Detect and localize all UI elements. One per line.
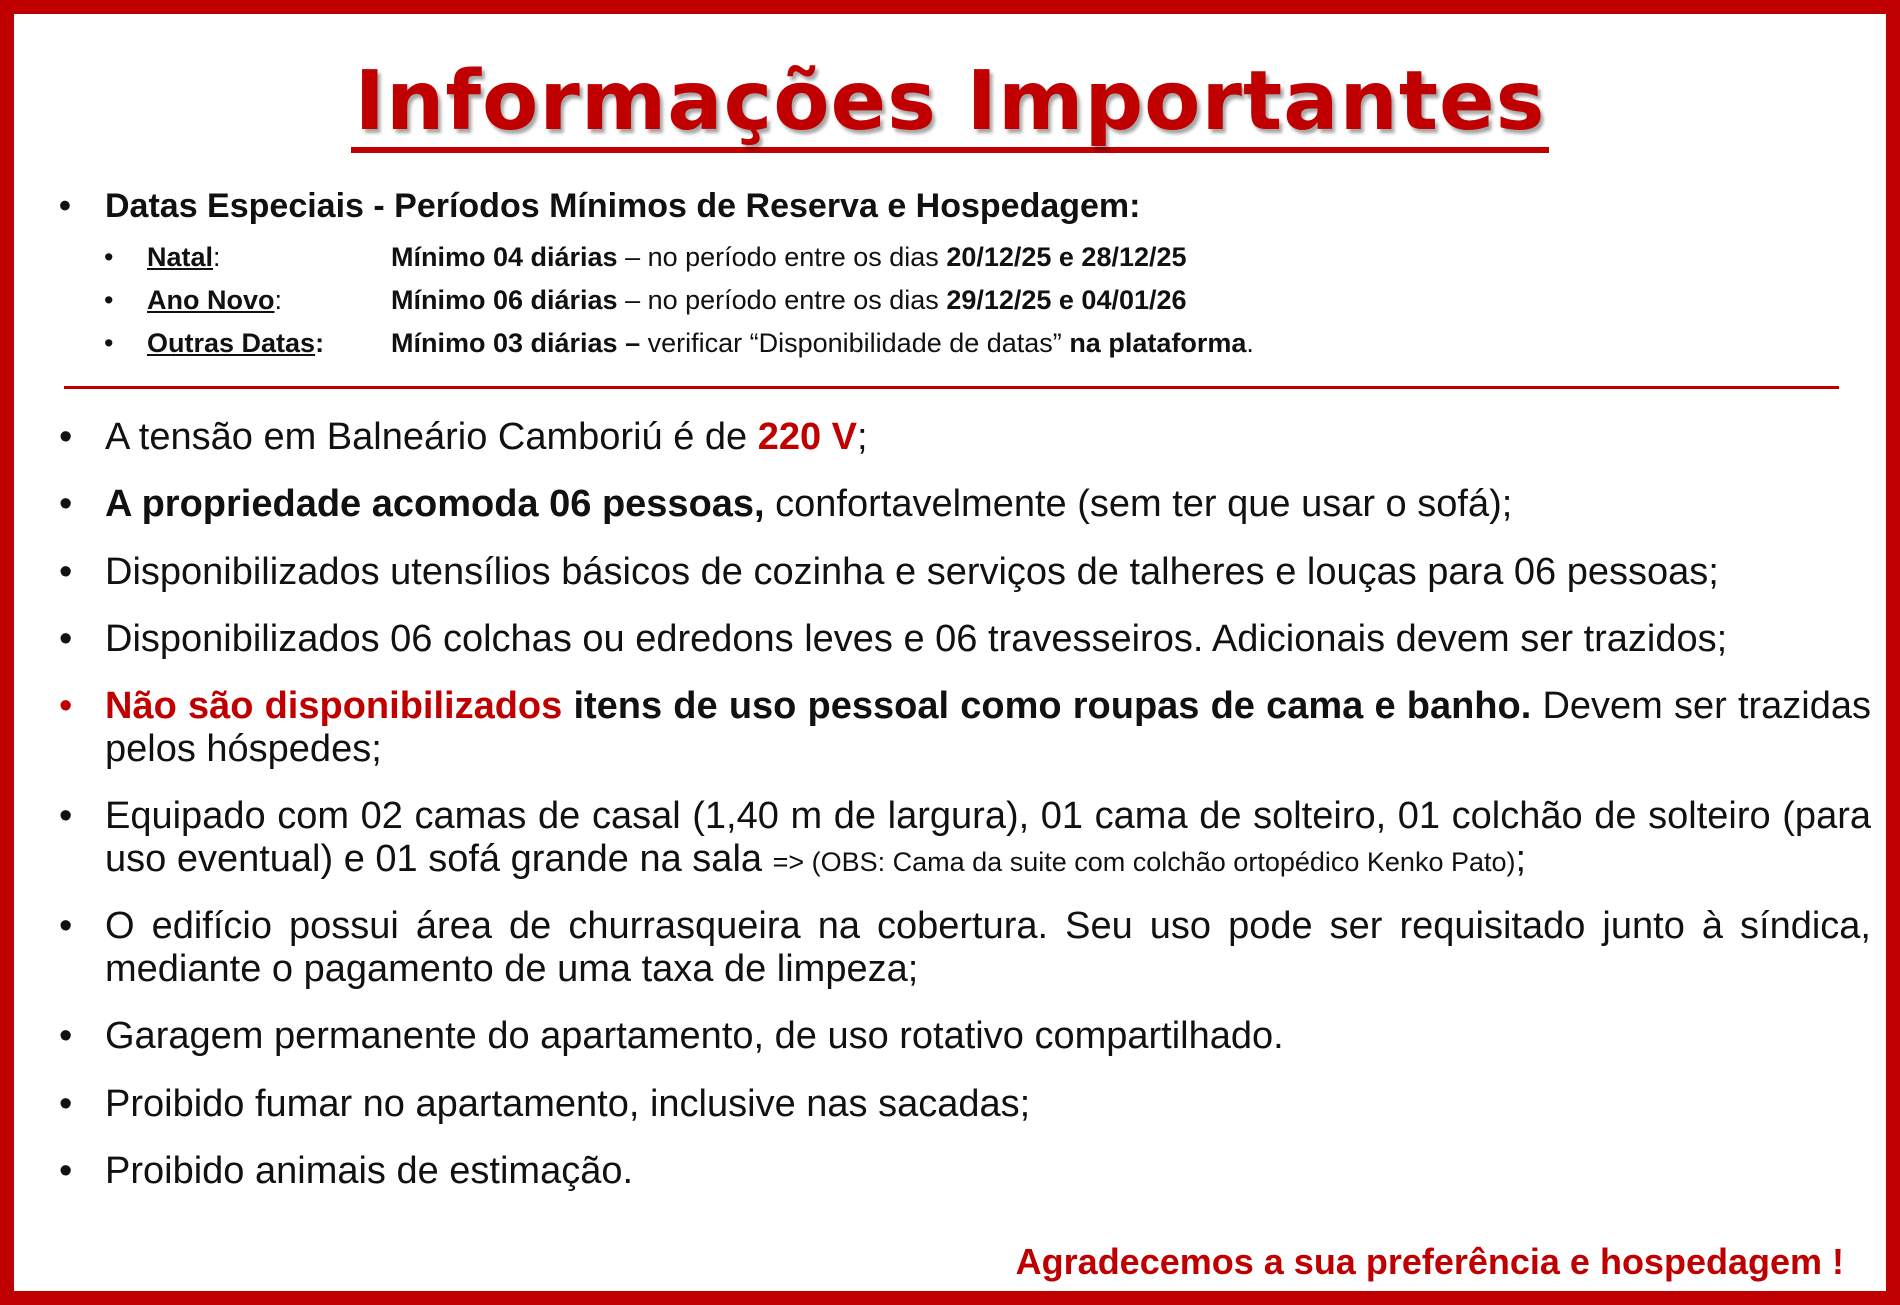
- bullet: •: [59, 685, 73, 727]
- closing-message: Agradecemos a sua preferência e hospedagem !: [1015, 1241, 1844, 1282]
- list-item-utensils: • Disponibilizados utensílios básicos de cozinha e serviços de talheres e louças para 06 pessoas;: [59, 551, 1719, 593]
- platform-note: na plataforma: [1069, 328, 1247, 358]
- special-date-label: Outras Datas: [147, 328, 316, 358]
- bullet: •: [59, 618, 73, 660]
- special-dates-heading: [59, 187, 1141, 226]
- minimum-nights: Mínimo 04 diárias: [391, 242, 618, 272]
- special-date-label: Ano Novo: [147, 285, 275, 315]
- special-dates-heading-text: Datas Especiais - Períodos Mínimos de Reserva e Hospedagem:: [105, 187, 1141, 225]
- date-range: 20/12/25 e 28/12/25: [946, 242, 1187, 272]
- bullet: •: [59, 187, 71, 225]
- list-item-barbecue: • O edifício possui área de churrasqueira na cobertura. Seu uso pode ser requisitado junto à síndica, mediante o pagamento de uma taxa de limpeza;: [59, 905, 1871, 990]
- voltage-value: 220 V: [757, 416, 858, 458]
- bullet: •: [59, 905, 73, 947]
- list-item-capacity: • A propriedade acomoda 06 pessoas, confortavelmente (sem ter que usar o sofá);: [59, 483, 1513, 525]
- list-item-garage: • Garagem permanente do apartamento, de uso rotativo compartilhado.: [59, 1015, 1284, 1057]
- list-item-smoking: • Proibido fumar no apartamento, inclusive nas sacadas;: [59, 1083, 1031, 1125]
- bullet: •: [59, 551, 73, 593]
- list-item-pets: • Proibido animais de estimação.: [59, 1150, 634, 1192]
- bullet: •: [104, 242, 114, 272]
- bullet: •: [104, 285, 114, 315]
- bullet: •: [59, 1150, 73, 1192]
- bullet: •: [104, 328, 114, 358]
- list-item-equipment: • Equipado com 02 camas de casal (1,40 m de largura), 01 cama de solteiro, 01 colchão de solteiro (para uso eventual) e 01 sofá grande na sala => (OBS: Cama da suite com colchão ortopédico Kenko Pato);: [59, 795, 1871, 880]
- bullet: •: [59, 416, 73, 458]
- bullet: •: [59, 1015, 73, 1057]
- bullet: •: [59, 1083, 73, 1125]
- bullet: •: [59, 483, 73, 525]
- minimum-nights: Mínimo 06 diárias: [391, 285, 618, 315]
- page-title: [14, 54, 1886, 153]
- date-range: 29/12/25 e 04/01/26: [946, 285, 1187, 315]
- bullet: •: [59, 795, 73, 837]
- list-item-voltage: • A tensão em Balneário Camboriú é de 220 V;: [59, 416, 868, 458]
- special-date-label: Natal: [147, 242, 214, 272]
- page-title-text: Informações Importantes: [351, 59, 1550, 153]
- section-divider: [64, 386, 1839, 389]
- list-item-bedding: • Disponibilizados 06 colchas ou edredons leves e 06 travesseiros. Adicionais devem ser trazidos;: [59, 618, 1728, 660]
- page-frame: Informações Importantes • Datas Especiais - Períodos Mínimos de Reserva e Hospedagem: • Natal: Mínimo 04 diárias – no período entre os dias 20/12/25 e 28/12/25 • Ano Novo: Mínimo 06 diárias – no período entre os dias 29/12/25 e 04/01/26 • Outras Datas: Mínimo 03 diárias – verificar “Disponibilidade de datas” na plataforma. • A tensão em Balneário Camboriú é de 220 V; • A propriedade acomoda 06 pessoas, confortavelmente (sem ter que usar o sofá); • Disponibilizados utensílios básicos de cozinha e serviços de talheres e louças para 06 pessoas; • Disponibilizados 06 colchas ou edredons leves e 06 travesseiros. Adicionais devem ser trazidos; • Não são disponibilizados itens de uso pessoal como roupas de cama e banho. Devem ser trazidas pelos hóspedes; • Equipado com 02 camas de casal (1,40 m de largura), 01 cama de solteiro, 01 colchão de solteiro (para uso eventual) e 01 sofá grande na sala => (OBS: Cama da suite com colchão ortopédico Kenko Pato); • O edifício possui área de churrasqueira na cobertura. Seu uso pode ser requisitado junto à síndica, mediante o pagamento de uma taxa de limpeza; • Garagem permanente do apartamento, de uso rotativo compartilhado. • Proibido fumar no apartamento, inclusive nas sacadas; • Proibido animais de estimação. Agradecemos a sua preferência e hospedagem !: [0, 0, 1900, 1305]
- minimum-nights: Mínimo 03 diárias –: [391, 328, 641, 358]
- list-item-not-provided: • Não são disponibilizados itens de uso pessoal como roupas de cama e banho. Devem ser trazidas pelos hóspedes;: [59, 685, 1871, 770]
- equipment-note: => (OBS: Cama da suite com colchão ortopédico Kenko Pato): [772, 847, 1516, 877]
